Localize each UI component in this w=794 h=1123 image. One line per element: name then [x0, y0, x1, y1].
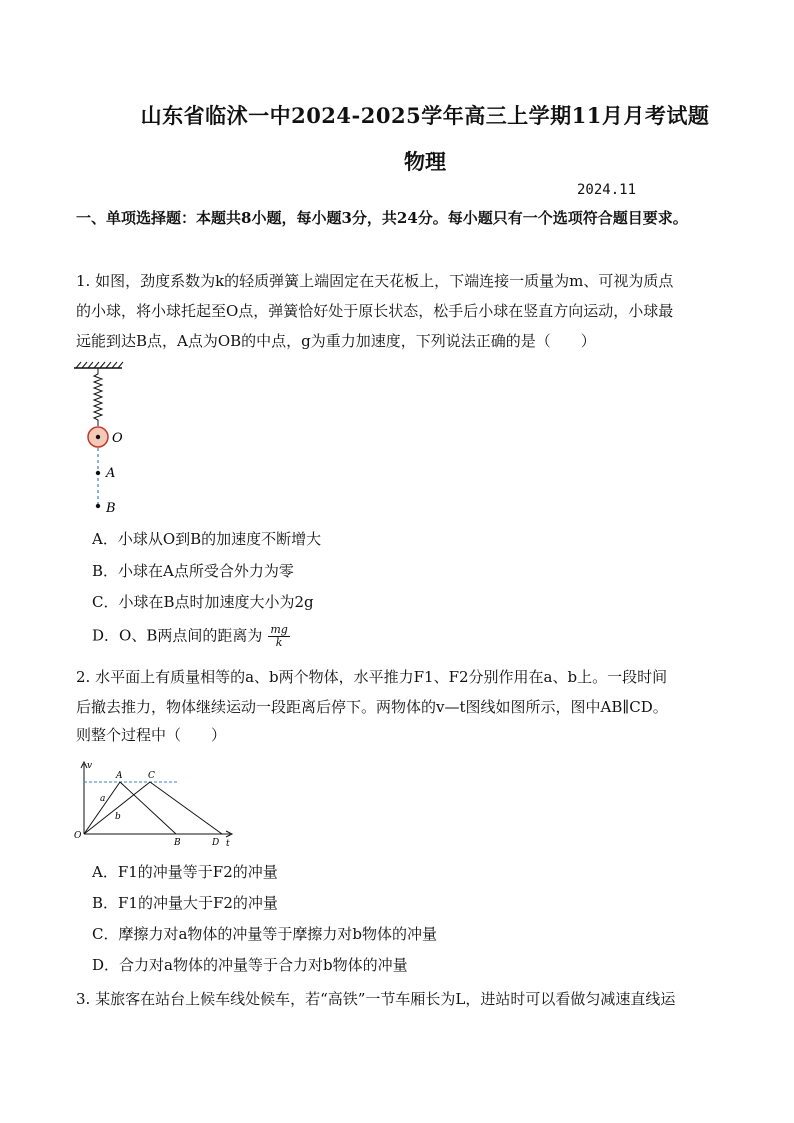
- label-point-B: B: [174, 838, 181, 848]
- q2-line1: 2. 水平面上有质量相等的a、b两个物体，水平推力F1、F2分别作用在a、b上。一段时间: [76, 668, 668, 686]
- q3-line1: 3. 某旅客在站台上候车线处候车，若“高铁”一节车厢长为L，进站时可以看做匀减速直线运: [76, 990, 676, 1008]
- q2-option-a: A．F1的冲量等于F2的冲量: [92, 863, 278, 881]
- q1-option-b: B．小球在A点所受合外力为零: [92, 562, 294, 580]
- fraction-mg-over-k: $\frac{mg}{k}$: [270, 623, 288, 649]
- line-AB: [120, 782, 176, 834]
- axis-label-v: v: [87, 761, 93, 771]
- q2-option-b: B．F1的冲量大于F2的冲量: [92, 894, 278, 912]
- q2-line3: 则整个过程中（ ）: [76, 726, 227, 744]
- spring-coil: [94, 368, 102, 426]
- q2-option-c: C．摩擦力对a物体的冲量等于摩擦力对b物体的冲量: [92, 925, 438, 943]
- section-heading: 一、单项选择题：本题共8小题，每小题3分，共24分。每小题只有一个选项符合题目要求。: [76, 209, 688, 227]
- line-a-rise: [84, 782, 120, 834]
- vt-graph: [70, 758, 240, 850]
- page-title: 山东省临沭一中2024-2025学年高三上学期11月月考试题: [140, 103, 710, 128]
- label-origin: O: [74, 831, 82, 841]
- q1-line3: 远能到达B点，A点为OB的中点，g为重力加速度，下列说法正确的是（ ）: [76, 332, 596, 350]
- q1-option-d: [92, 624, 290, 649]
- q1-line1: 1. 如图，劲度系数为k的轻质弹簧上端固定在天花板上，下端连接一质量为m、可视为质点: [76, 272, 674, 290]
- label-O: O: [112, 431, 123, 446]
- q1-option-c: C．小球在B点时加速度大小为2g: [92, 593, 314, 611]
- label-A: A: [106, 466, 116, 481]
- point-A: [96, 471, 100, 475]
- line-b-rise: [84, 782, 150, 834]
- label-point-C: C: [148, 771, 155, 781]
- label-line-a: a: [100, 794, 106, 804]
- label-line-b: b: [115, 812, 121, 822]
- label-point-A: A: [116, 771, 123, 781]
- q2-option-d: D．合力对a物体的冲量等于合力对b物体的冲量: [92, 956, 408, 974]
- q1-option-d-text: D．O、B两点间的距离为: [92, 626, 263, 645]
- ball-center: [96, 435, 100, 439]
- ceiling-hatch: [76, 362, 123, 368]
- line-CD: [150, 782, 222, 834]
- label-point-D: D: [212, 838, 220, 848]
- spring-figure: [70, 360, 150, 520]
- point-B: [96, 504, 100, 508]
- exam-date: 2024.11: [577, 182, 637, 198]
- q1-line2: 的小球，将小球托起至O点，弹簧恰好处于原长状态，松手后小球在竖直方向运动，小球最: [76, 302, 674, 320]
- label-B: B: [106, 501, 116, 516]
- axis-label-t: t: [226, 839, 230, 849]
- subject-title: 物理: [404, 149, 446, 174]
- q2-line2: 后撤去推力，物体继续运动一段距离后停下。两物体的v—t图线如图所示，图中AB∥CD。: [76, 698, 668, 716]
- q1-option-a: A．小球从O到B的加速度不断增大: [92, 530, 322, 548]
